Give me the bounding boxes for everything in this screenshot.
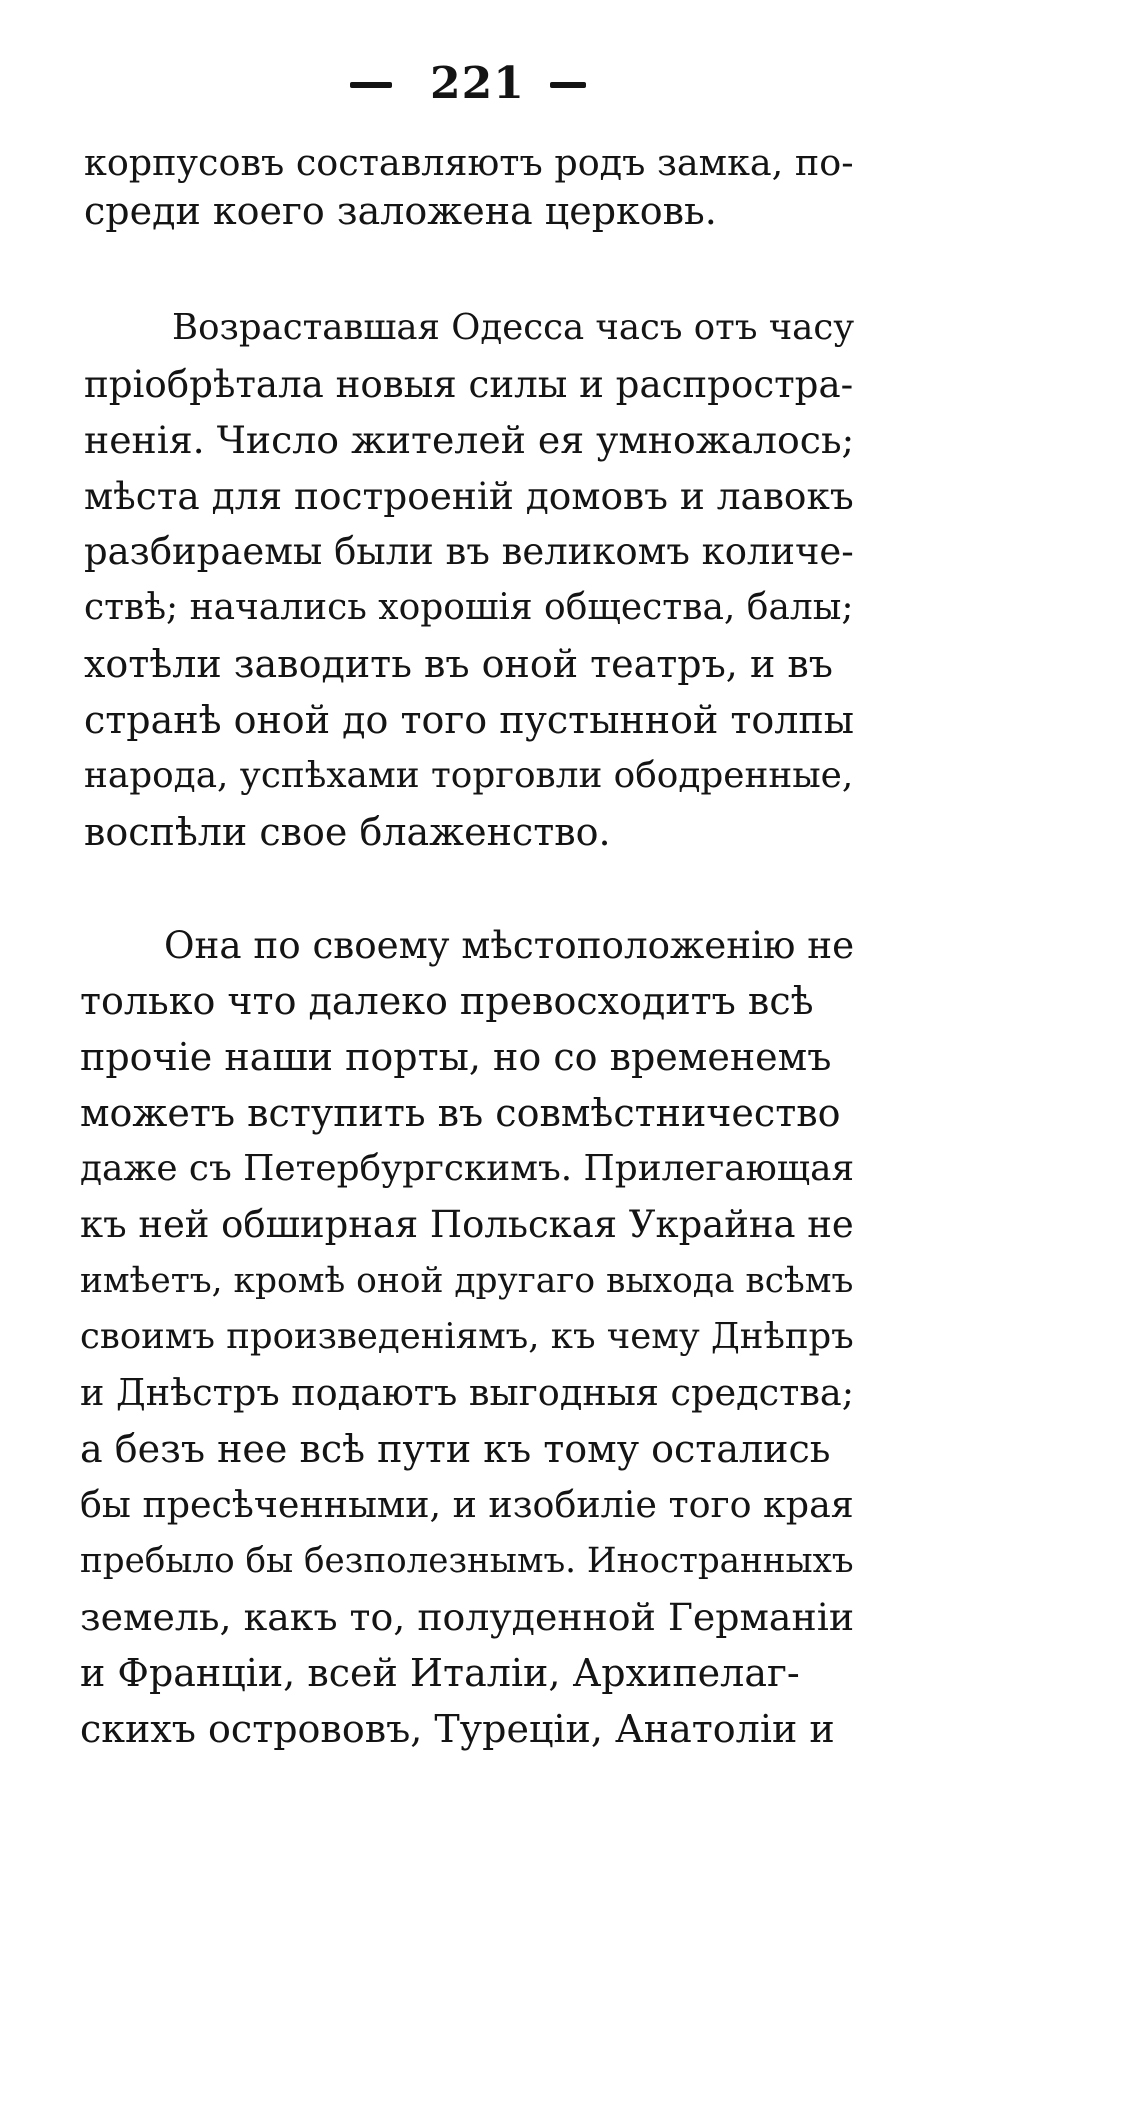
text-line: а безъ нее всѣ пути къ тому остались: [80, 1427, 831, 1471]
text-line: ненiя. Число жителей ея умножалось;: [84, 418, 855, 462]
text-line: пребыло бы безполезнымъ. Иностранныхъ: [80, 1541, 854, 1581]
text-line: земель, какъ то, полуденной Германiи: [80, 1595, 855, 1639]
text-line: скихъ острововъ, Турецiи, Анатолiи и: [80, 1707, 835, 1751]
text-line: и Днѣстръ подаютъ выгодныя средства;: [80, 1371, 855, 1414]
text-line: только что далеко превосходитъ всѣ: [80, 979, 814, 1023]
text-line: корпусовъ составляютъ родъ замка, по-: [84, 141, 854, 184]
text-line: Возраставшая Одесса часъ отъ часу: [172, 307, 855, 348]
page-number: 221: [430, 58, 525, 109]
text-line: разбираемы были въ великомъ количе-: [84, 530, 854, 573]
text-line: своимъ произведенiямъ, къ чему Днѣпръ: [80, 1316, 854, 1357]
text-line: ствѣ; начались хорошiя общества, балы;: [84, 587, 854, 628]
text-line: бы пресѣченными, и изобилiе того края: [80, 1483, 854, 1526]
text-line: имѣетъ, кромѣ оной другаго выхода всѣмъ: [80, 1261, 854, 1301]
header-dash-left: [350, 82, 392, 88]
text-line: народа, успѣхами торговли ободренные,: [84, 755, 854, 796]
text-line: даже съ Петербургскимъ. Прилегающая: [80, 1148, 855, 1189]
text-line: среди коего заложена церковь.: [84, 189, 717, 233]
page-header: [0, 52, 1140, 112]
text-line: Она по своему мѣстоположенiю не: [164, 923, 855, 967]
text-line: прiобрѣтала новыя силы и распростра-: [84, 362, 854, 406]
text-line: къ ней обширная Польская Украйна не: [80, 1203, 854, 1246]
text-line: странѣ оной до того пустынной толпы: [84, 698, 855, 742]
text-line: можетъ вступить въ совмѣстничество: [80, 1091, 841, 1135]
text-line: и Францiи, всей Италiи, Архипелаг-: [80, 1651, 800, 1695]
text-line: прочiе наши порты, но со временемъ: [80, 1035, 832, 1079]
text-line: хотѣли заводить въ оной театръ, и въ: [84, 642, 833, 686]
text-line: воспѣли свое блаженство.: [84, 810, 611, 854]
text-line: мѣста для построенiй домовъ и лавокъ: [84, 474, 854, 518]
header-dash-right: [550, 82, 586, 88]
